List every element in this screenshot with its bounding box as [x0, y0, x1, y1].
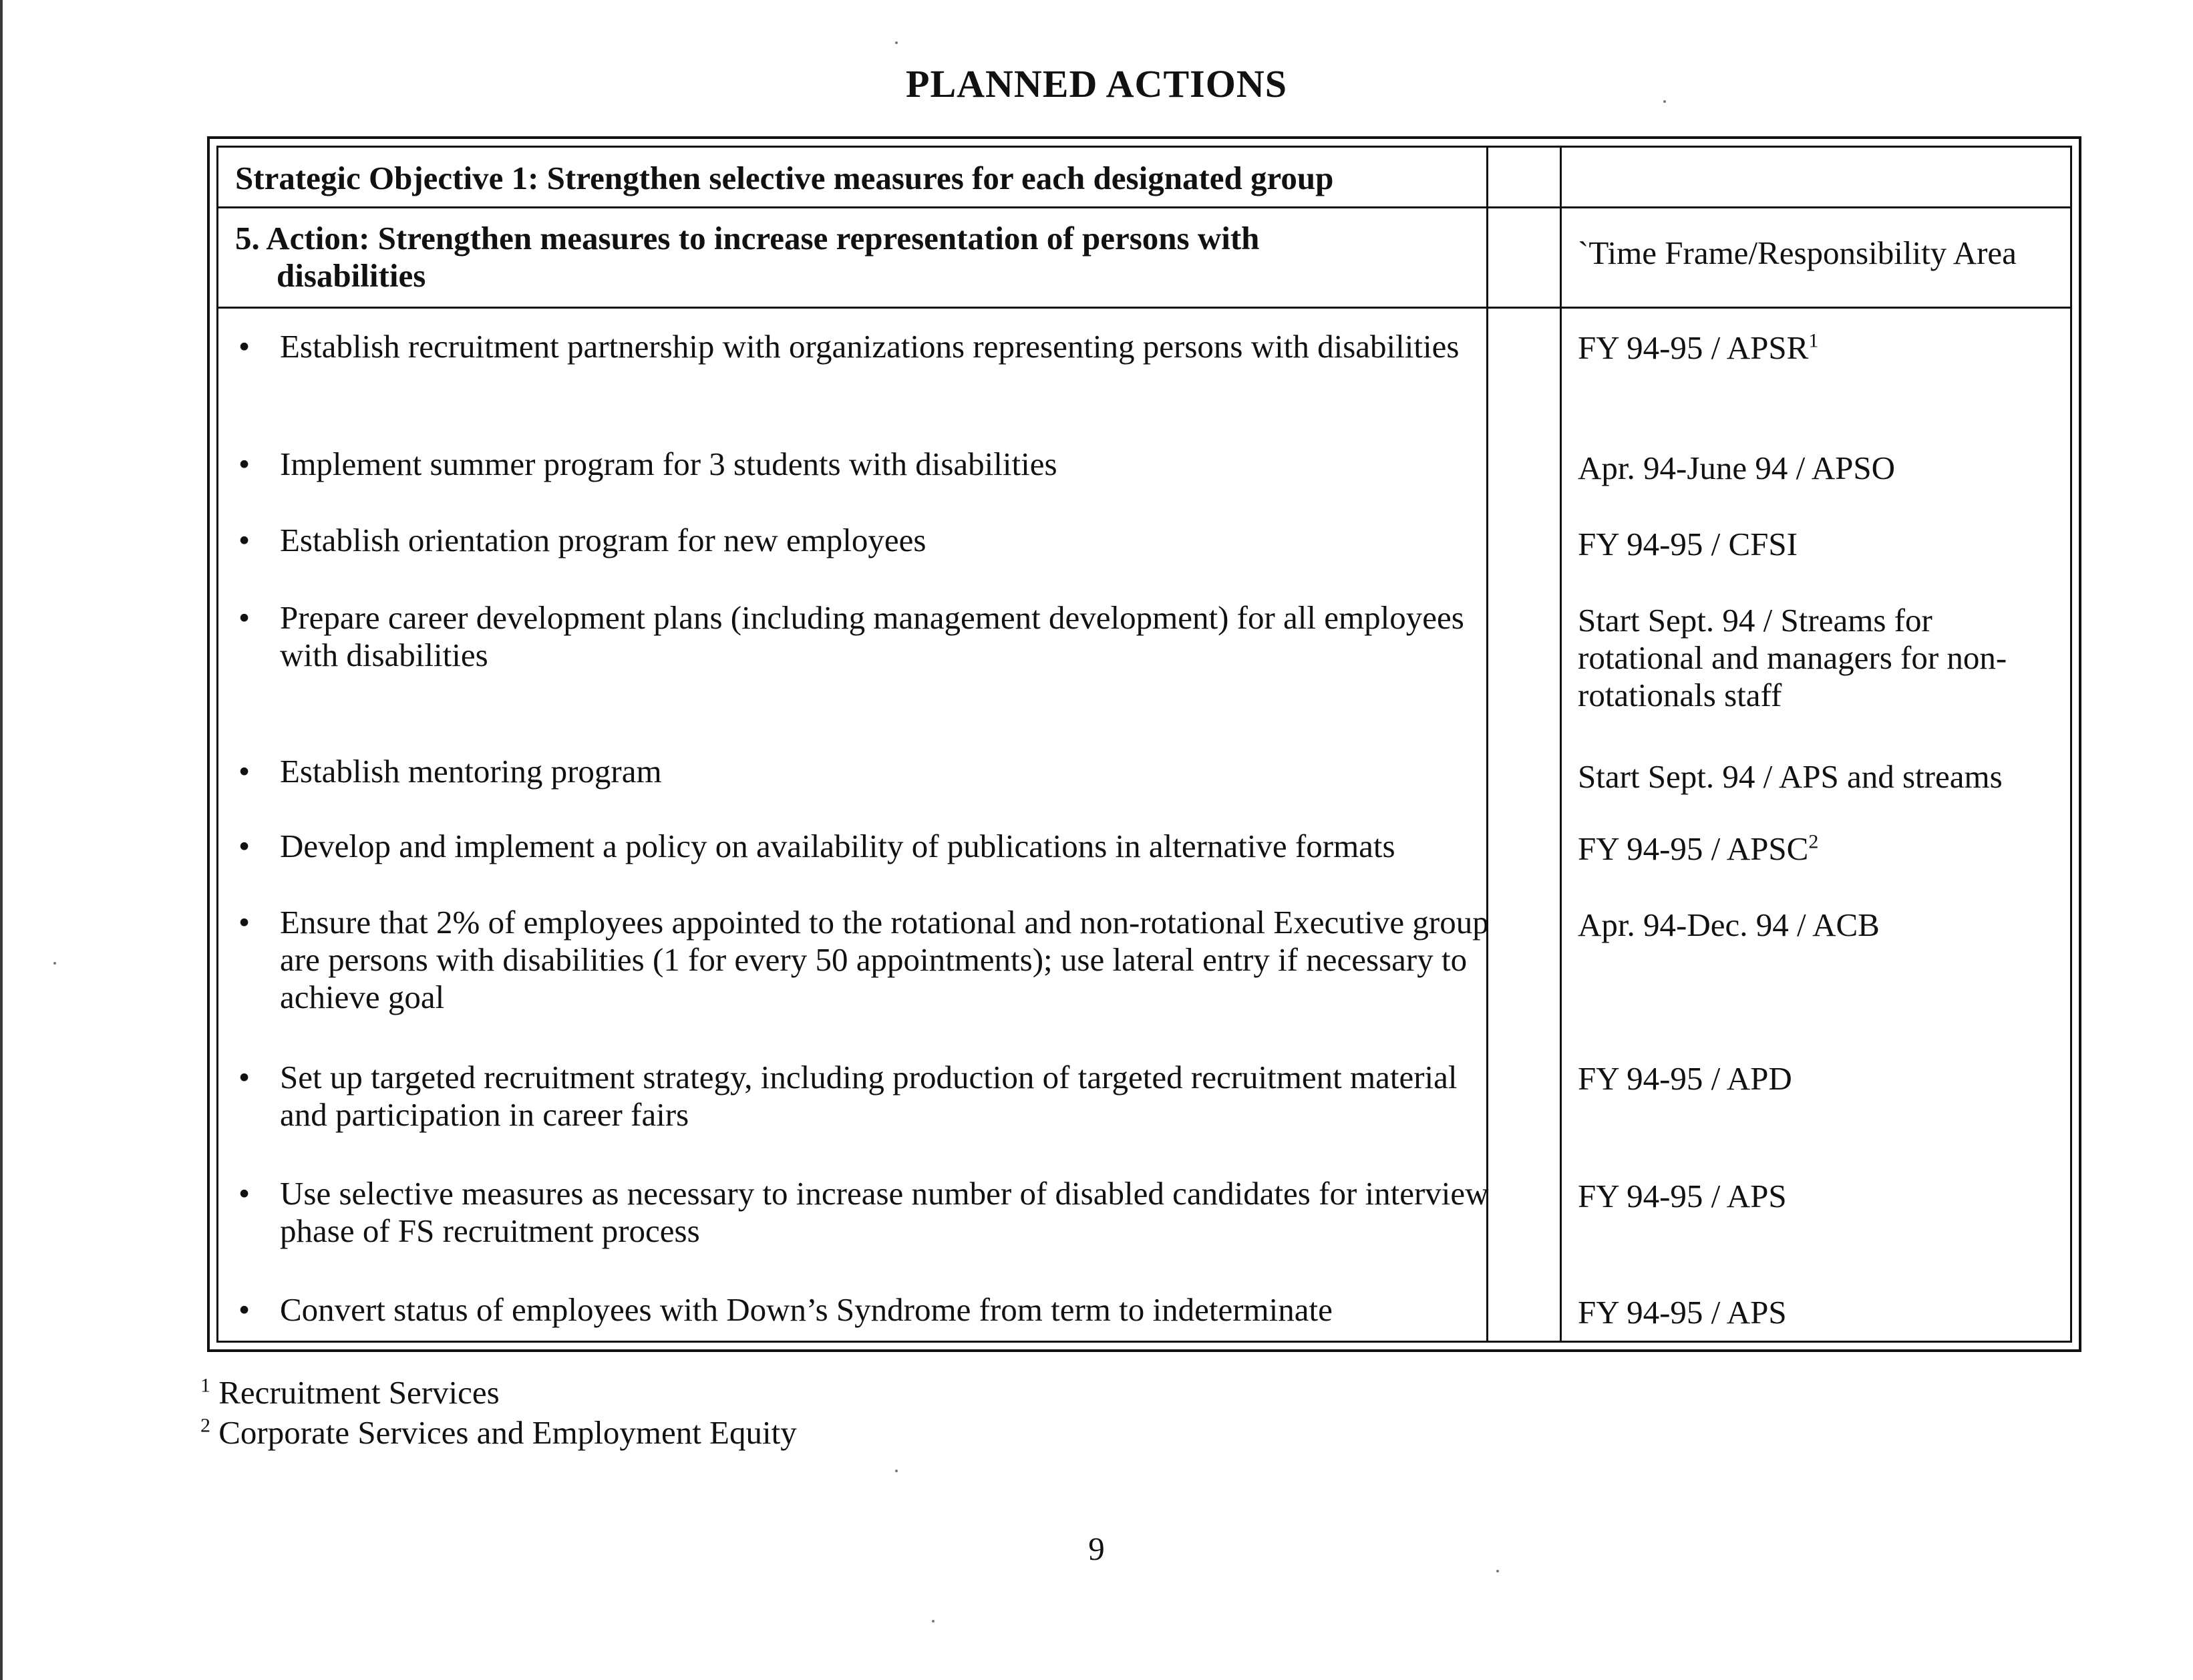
bullet-icon: • — [238, 446, 250, 482]
bullet-icon: • — [238, 828, 250, 864]
action-text: Implement summer program for 3 students with disabilities — [280, 446, 1057, 482]
bullet-icon: • — [238, 1175, 250, 1212]
action-heading — [235, 220, 1478, 295]
action-text: Prepare career development plans (including management development) for all employees with disabilities — [280, 599, 1464, 673]
footnote-number: 1 — [200, 1374, 210, 1397]
time-frame-cell — [1578, 602, 2039, 714]
action-text: Establish orientation program for new employees — [280, 522, 926, 558]
time-frame-cell — [1578, 450, 2039, 487]
row-divider — [218, 307, 2070, 309]
footnotes — [200, 1373, 797, 1453]
scan-speck — [1663, 100, 1666, 103]
action-text: Develop and implement a policy on availability of publications in alternative formats — [280, 828, 1395, 864]
action-text: Convert status of employees with Down’s Syndrome from term to indeterminate — [280, 1291, 1333, 1328]
footnote — [200, 1373, 797, 1413]
time-frame-cell — [1578, 758, 2039, 796]
planned-actions-table — [207, 136, 2081, 1352]
time-frame-cell — [1578, 1060, 2039, 1098]
action-text: Use selective measures as necessary to increase number of disabled candidates for interview phase of FS recruitment process — [280, 1175, 1489, 1249]
action-text: Establish recruitment partnership with organizations representing persons with disabilities — [280, 328, 1460, 365]
table-inner-frame — [216, 146, 2072, 1343]
time-frame-text: FY 94-95 / CFSI — [1578, 526, 1798, 562]
page-title: PLANNED ACTIONS — [906, 62, 1287, 106]
column-divider — [1486, 148, 1488, 1341]
footnote-text: Recruitment Services — [218, 1374, 500, 1411]
page-number: 9 — [1088, 1530, 1105, 1567]
action-heading-line1: 5. Action: Strengthen measures to increase representation of persons with — [235, 220, 1260, 257]
time-frame-cell — [1578, 1178, 2039, 1215]
action-text: Ensure that 2% of employees appointed to the rotational and non-rotational Executive group are persons with disabilities (1 for every 50 appointments); use lateral entry if necessary to achieve goal — [280, 904, 1489, 1015]
time-frame-cell — [1578, 526, 2039, 563]
action-text: Establish mentoring program — [280, 753, 662, 790]
time-frame-header: `Time Frame/Responsibility Area — [1578, 234, 2017, 271]
time-frame-cell — [1578, 906, 2039, 944]
bullet-icon: • — [238, 522, 250, 558]
strategic-objective: Strategic Objective 1: Strengthen selective measures for each designated group — [235, 160, 1334, 196]
row-divider — [218, 206, 2070, 208]
scan-speck — [895, 1470, 898, 1472]
time-frame-cell — [1578, 329, 2039, 367]
bullet-icon: • — [238, 599, 250, 636]
footnote-text: Corporate Services and Employment Equity — [218, 1414, 797, 1451]
footnote — [200, 1413, 797, 1453]
bullet-icon: • — [238, 904, 250, 941]
time-frame-text: FY 94-95 / APSC — [1578, 830, 1809, 867]
time-frame-text: Start Sept. 94 / Streams for rotational and managers for non-rotationals staff — [1578, 602, 2007, 713]
time-frame-cell — [1578, 830, 2039, 868]
time-frame-text: FY 94-95 / APS — [1578, 1178, 1787, 1214]
scan-speck — [895, 41, 898, 44]
action-text: Set up targeted recruitment strategy, including production of targeted recruitment material and participation in career fairs — [280, 1059, 1458, 1133]
bullet-icon: • — [238, 1291, 250, 1328]
column-divider — [1560, 148, 1562, 1341]
time-frame-text: Apr. 94-Dec. 94 / ACB — [1578, 906, 1880, 943]
action-heading-line2: disabilities — [277, 257, 426, 294]
scan-speck — [932, 1620, 935, 1623]
time-frame-text: FY 94-95 / APSR — [1578, 329, 1809, 366]
scan-speck — [1496, 1570, 1499, 1572]
time-frame-text: FY 94-95 / APS — [1578, 1294, 1787, 1331]
time-frame-text: Apr. 94-June 94 / APSO — [1578, 450, 1896, 486]
footnote-marker: 2 — [1808, 830, 1819, 853]
time-frame-cell — [1578, 1294, 2039, 1331]
bullet-icon: • — [238, 753, 250, 790]
bullet-icon: • — [238, 328, 250, 365]
time-frame-text: Start Sept. 94 / APS and streams — [1578, 758, 2003, 795]
scan-speck — [53, 962, 56, 965]
scan-left-edge — [0, 0, 3, 1680]
footnote-number: 2 — [200, 1414, 210, 1437]
time-frame-text: FY 94-95 / APD — [1578, 1060, 1792, 1097]
footnote-marker: 1 — [1808, 329, 1819, 352]
bullet-icon: • — [238, 1059, 250, 1096]
